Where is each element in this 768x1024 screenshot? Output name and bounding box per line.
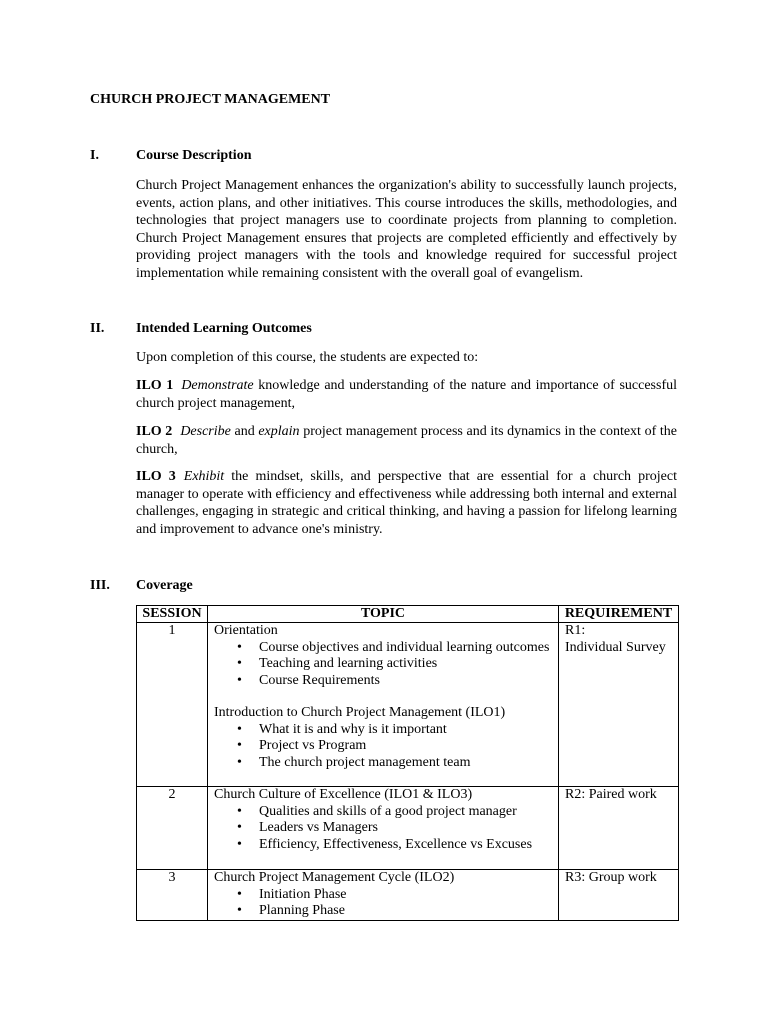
section-3-heading: Coverage	[136, 578, 193, 593]
list-item: • Course Requirements	[259, 673, 552, 689]
ilo-3-text: the mindset, skills, and perspective that are essential for a church project manager to operate with efficiency and effectiveness while addressing both internal and external challenges, engaging in strategic and critical thinking, and having a passion for lifelong learning and improvement to advance one's ministry.	[136, 469, 677, 537]
topic-heading: Church Culture of Excellence (ILO1 & ILO3)	[214, 787, 473, 803]
ilo-intro-text: Upon completion of this course, the students are expected to:	[136, 350, 479, 365]
topic-bullet-list	[214, 640, 552, 689]
ilo-1-label: ILO 1	[136, 378, 174, 393]
ilo-2-text: project management process and its dynamics in the context of the church,	[136, 424, 677, 457]
requirement-description: Individual Survey	[565, 639, 666, 655]
ilo-1-paragraph	[136, 377, 677, 412]
list-item: • Teaching and learning activities	[259, 656, 552, 672]
session-number: 2	[137, 787, 208, 870]
list-item: • Leaders vs Managers	[259, 820, 552, 836]
requirement-cell	[559, 787, 679, 870]
list-item: • Initiation Phase	[259, 887, 552, 903]
table-row	[137, 870, 679, 920]
column-header-session: SESSION	[137, 606, 208, 623]
ilo-3-paragraph	[136, 468, 677, 538]
ilo-1-verb: Demonstrate	[181, 378, 254, 393]
ilo-1-text: knowledge and understanding of the nature and importance of successful church project management,	[136, 378, 677, 411]
list-item: • Qualities and skills of a good project manager	[259, 804, 552, 820]
document-title: CHURCH PROJECT MANAGEMENT	[90, 92, 331, 107]
column-header-topic: TOPIC	[208, 606, 559, 623]
ilo-2-verb-describe: Describe	[180, 424, 231, 439]
topic-cell	[208, 623, 559, 787]
table-row	[137, 623, 679, 787]
course-description-text: Church Project Management enhances the organization's ability to successfully launch projects, events, action plans, and other initiatives. This course introduces the skills, methodologies, and technologies that project managers use to coordinate projects from planning to completion. Church Project Management ensures that projects are completed efficiently and effectively by providing project managers with the tools and knowledge required for successful project implementation while remaining consistent with the overall goal of evangelism.	[136, 178, 677, 281]
topic-cell	[208, 787, 559, 870]
ilo-2-verb-explain: explain	[258, 424, 300, 439]
ilo-3-verb: Exhibit	[183, 469, 225, 484]
section-2-number: II.	[90, 321, 105, 336]
section-1-number: I.	[90, 148, 99, 163]
ilo-2-label: ILO 2	[136, 424, 173, 439]
requirement-description: R2: Paired work	[565, 787, 657, 803]
ilo-3-label: ILO 3	[136, 469, 176, 484]
topic-bullet-list	[214, 804, 552, 853]
list-item: • Planning Phase	[259, 903, 552, 919]
coverage-table	[136, 605, 679, 921]
list-item: • What it is and why is it important	[259, 722, 552, 738]
column-header-requirement: REQUIREMENT	[559, 606, 679, 623]
session-number: 3	[137, 870, 208, 920]
requirement-code: R1:	[565, 623, 586, 639]
section-2-heading: Intended Learning Outcomes	[136, 321, 312, 336]
topic-heading: Introduction to Church Project Management (ILO1)	[214, 705, 506, 721]
section-3-number: III.	[90, 578, 110, 593]
requirement-description: R3: Group work	[565, 870, 657, 886]
list-item: • Course objectives and individual learning outcomes	[259, 640, 552, 656]
topic-cell	[208, 870, 559, 920]
requirement-cell	[559, 623, 679, 787]
section-1-heading: Course Description	[136, 148, 252, 163]
topic-heading: Church Project Management Cycle (ILO2)	[214, 870, 455, 886]
session-number: 1	[137, 623, 208, 787]
topic-bullet-list	[214, 887, 552, 920]
table-row	[137, 787, 679, 870]
list-item: • Project vs Program	[259, 738, 552, 754]
requirement-cell	[559, 870, 679, 920]
list-item: • The church project management team	[259, 755, 552, 771]
topic-heading: Orientation	[214, 623, 278, 639]
coverage-table-header-row	[137, 606, 679, 623]
list-item: • Efficiency, Effectiveness, Excellence vs Excuses	[259, 837, 552, 853]
ilo-2-and: and	[230, 424, 259, 439]
ilo-2-paragraph	[136, 423, 677, 458]
topic-bullet-list	[214, 722, 552, 771]
